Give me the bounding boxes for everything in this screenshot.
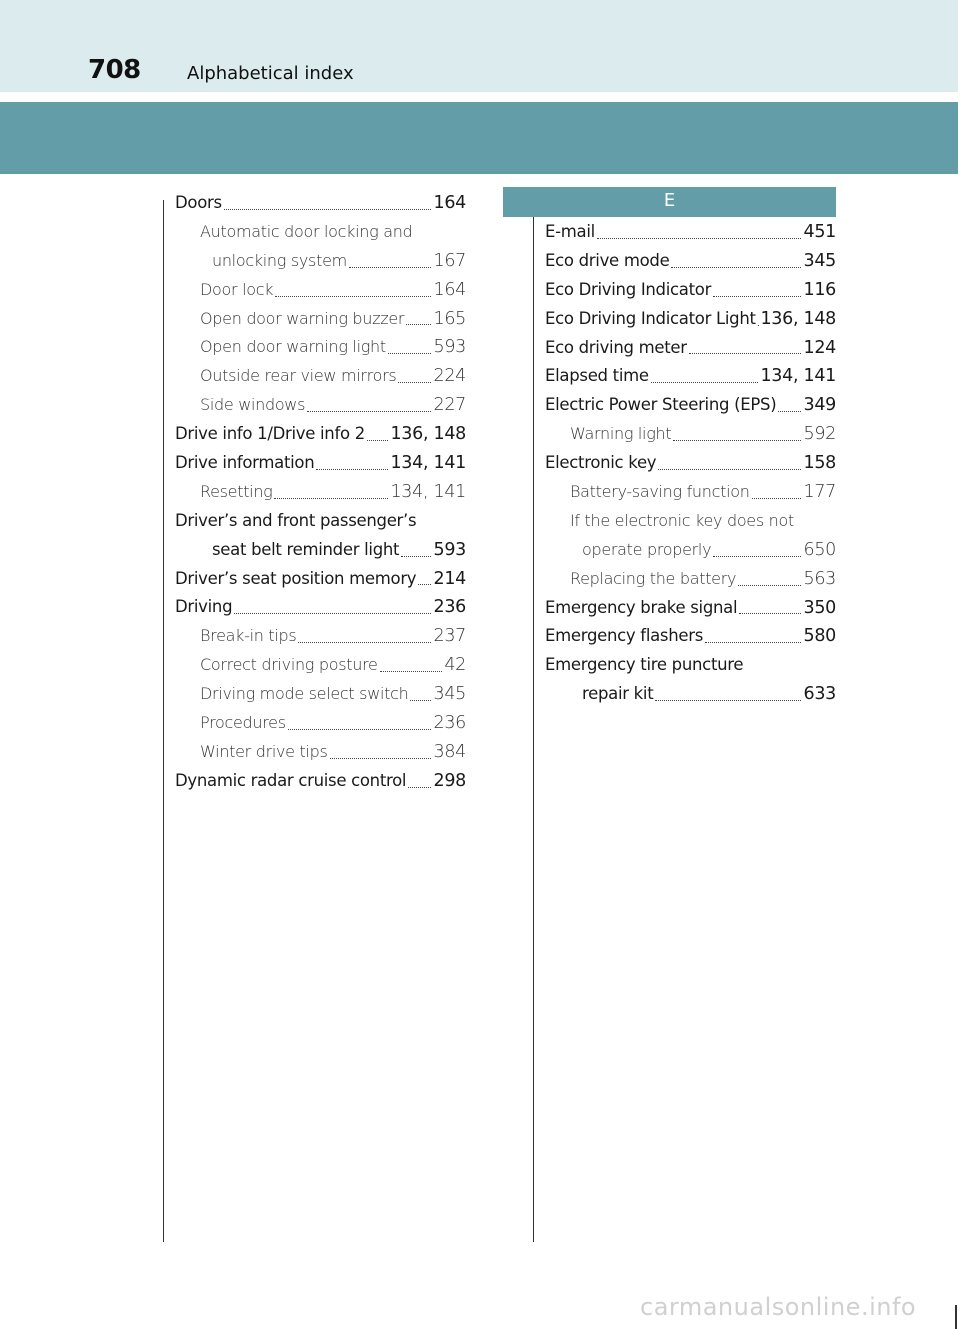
index-entry-label: Doors [175, 193, 222, 212]
column-rule-right [533, 200, 534, 1242]
index-entry-page[interactable]: 563 [803, 568, 836, 589]
index-entry-label: Emergency brake signal [545, 597, 738, 617]
index-entry-label: repair kit [582, 684, 654, 704]
leader-dots [316, 469, 388, 470]
index-entry-label: If the electronic key does not [570, 510, 794, 530]
leader-dots [651, 382, 759, 383]
leader-dots [234, 613, 431, 614]
leader-dots [713, 296, 801, 297]
leader-dots [275, 296, 431, 297]
leader-dots [658, 469, 801, 470]
leader-dots [408, 787, 431, 788]
index-entry[interactable] [175, 651, 466, 680]
index-entry-label: seat belt reminder light [212, 539, 400, 559]
leader-dots [655, 700, 801, 701]
index-entry-page[interactable]: 165 [433, 308, 466, 329]
index-entry[interactable] [545, 478, 836, 507]
index-entry-label: Side windows [200, 395, 306, 415]
leader-dots [398, 382, 431, 383]
index-entry-page[interactable]: 134, 141 [390, 481, 466, 502]
index-entry[interactable] [545, 680, 836, 709]
leader-dots [778, 411, 801, 412]
index-entry-page[interactable]: 167 [433, 250, 466, 271]
index-entry-page[interactable]: 164 [433, 193, 466, 213]
index-entry-label: Driver’s seat position memory [175, 568, 417, 588]
index-entry-label: Open door warning buzzer [200, 308, 405, 328]
index-entry[interactable] [175, 709, 466, 738]
index-entry-label: Emergency tire puncture [545, 655, 744, 675]
index-entry-page[interactable]: 236 [433, 713, 466, 734]
leader-dots [410, 700, 431, 701]
index-entry-label: operate properly [582, 539, 712, 559]
leader-dots [758, 325, 759, 326]
index-entry-page[interactable]: 349 [803, 395, 836, 416]
index-entry-page[interactable]: 224 [433, 366, 466, 387]
index-entry-label: Elapsed time [545, 366, 649, 386]
index-entry-label: unlocking system [212, 250, 347, 270]
index-entry-page[interactable]: 345 [803, 250, 836, 271]
index-entry-label: Eco driving meter [545, 337, 687, 357]
index-entry[interactable] [175, 680, 466, 709]
index-entry[interactable] [175, 593, 466, 622]
index-entry-label: Drive info 1/Drive info 2 [175, 424, 365, 444]
index-entry-page[interactable]: 650 [803, 539, 836, 560]
index-entry[interactable] [175, 305, 466, 334]
index-entry-label: Emergency flashers [545, 626, 703, 646]
index-entry[interactable] [175, 218, 466, 247]
index-entry[interactable] [545, 247, 836, 276]
index-entry[interactable] [545, 622, 836, 651]
index-entry-page[interactable]: 164 [433, 279, 466, 300]
index-entry-page[interactable]: 124 [803, 337, 836, 358]
index-entry[interactable] [175, 449, 466, 478]
index-entry-page[interactable]: 345 [433, 684, 466, 705]
leader-dots [739, 613, 801, 614]
leader-dots [288, 729, 432, 730]
leader-dots [689, 353, 802, 354]
index-column-left [175, 189, 466, 796]
index-entry[interactable] [545, 565, 836, 594]
index-entry-label: Driving mode select switch [200, 684, 409, 704]
index-entry-label: Driving [175, 597, 233, 617]
index-entry[interactable] [175, 507, 466, 536]
index-entry-label: Open door warning light [200, 337, 386, 357]
index-entry[interactable] [175, 622, 466, 651]
index-entry-page[interactable]: 384 [433, 741, 466, 762]
leader-dots [330, 758, 432, 759]
page-number: 708 [88, 55, 141, 85]
index-entry[interactable] [175, 420, 466, 449]
index-entry[interactable] [545, 449, 836, 478]
index-entry-label: Replacing the battery [570, 568, 737, 588]
index-entry-label: Drive information [175, 453, 315, 473]
index-entry[interactable] [175, 362, 466, 391]
leader-dots [418, 584, 431, 585]
index-entry-page[interactable]: 451 [803, 222, 836, 242]
index-entry-page[interactable]: 42 [444, 655, 466, 676]
leader-dots [380, 671, 443, 672]
index-entry-label: Warning light [570, 424, 672, 444]
index-entry[interactable] [545, 391, 836, 420]
index-entry[interactable] [545, 362, 836, 391]
index-entry-page[interactable]: 214 [433, 568, 466, 589]
index-entry-label: Correct driving posture [200, 655, 378, 675]
index-entry-label: Winter drive tips [200, 741, 328, 761]
index-entry-page[interactable]: 158 [803, 453, 836, 474]
index-entry-page[interactable]: 580 [803, 626, 836, 647]
index-entry[interactable] [545, 536, 836, 565]
index-entry-page[interactable]: 592 [803, 424, 836, 445]
index-entry-page[interactable]: 136, 148 [760, 308, 836, 329]
index-entry[interactable] [175, 767, 466, 796]
leader-dots [738, 585, 801, 586]
index-entry[interactable] [175, 738, 466, 767]
index-entry[interactable] [545, 218, 836, 247]
index-entry[interactable] [175, 478, 466, 507]
index-entry-label: Eco Driving Indicator Light [545, 308, 756, 328]
index-entry-page[interactable]: 298 [433, 770, 466, 791]
index-entry[interactable] [545, 651, 836, 680]
index-entry[interactable] [545, 507, 836, 536]
index-entry[interactable] [545, 420, 836, 449]
leader-dots [224, 209, 432, 210]
index-entry-page[interactable]: 227 [433, 395, 466, 416]
index-entry-page[interactable]: 237 [433, 626, 466, 647]
index-entry-label: Procedures [200, 713, 286, 733]
index-entry-label: Outside rear view mirrors [200, 366, 397, 386]
index-entry[interactable] [545, 305, 836, 334]
leader-dots [307, 411, 431, 412]
leader-dots [752, 498, 802, 499]
index-entry[interactable] [175, 333, 466, 362]
index-entry-label: Eco drive mode [545, 250, 670, 270]
index-entry-label: Break-in tips [200, 626, 297, 646]
index-entry-page[interactable]: 134, 141 [390, 453, 466, 474]
leader-dots [388, 353, 432, 354]
index-entry[interactable] [545, 276, 836, 305]
leader-dots [705, 642, 801, 643]
index-entry-page[interactable]: 236 [433, 597, 466, 618]
page-title: Alphabetical index [187, 63, 354, 84]
index-entry-page[interactable]: 136, 148 [390, 424, 466, 445]
column-rule-left [163, 200, 164, 1242]
index-entry-page[interactable]: 350 [803, 597, 836, 618]
leader-dots [349, 267, 432, 268]
index-entry-label: Dynamic radar cruise control [175, 770, 407, 790]
leader-dots [274, 498, 388, 499]
leader-dots [671, 267, 801, 268]
index-entry-label: E-mail [545, 222, 595, 241]
index-entry[interactable] [175, 391, 466, 420]
index-entry[interactable] [545, 334, 836, 363]
index-entry-label: Electronic key [545, 453, 657, 473]
index-entry[interactable] [175, 565, 466, 594]
index-entry-label: Battery-saving function [570, 482, 750, 502]
index-entry-page[interactable]: 134, 141 [760, 366, 836, 387]
section-heading-e: E [503, 187, 836, 217]
leader-dots [597, 238, 802, 239]
header-band [0, 0, 960, 92]
index-entry-page[interactable]: 593 [433, 337, 466, 358]
index-entry-label: Electric Power Steering (EPS) [545, 395, 777, 415]
index-entry-label: Door lock [200, 279, 274, 299]
index-entry-label: Eco Driving Indicator [545, 279, 712, 299]
index-entry-label: Resetting [200, 481, 273, 501]
index-entry-page[interactable]: 177 [803, 482, 836, 503]
index-entry-label: Driver’s and front passenger’s [175, 510, 417, 530]
index-column-right [545, 218, 836, 709]
watermark: carmanualsonline.info [640, 1293, 917, 1321]
leader-dots [673, 440, 801, 441]
index-entry[interactable] [175, 536, 466, 565]
index-entry[interactable] [175, 247, 466, 276]
index-entry[interactable] [175, 276, 466, 305]
index-entry[interactable] [545, 594, 836, 623]
leader-dots [367, 440, 389, 441]
leader-dots [298, 642, 431, 643]
index-entry-page[interactable]: 633 [803, 684, 836, 705]
leader-dots [713, 556, 801, 557]
index-entry-page[interactable]: 593 [433, 539, 466, 560]
leader-dots [406, 324, 431, 325]
crop-mark [955, 1305, 957, 1329]
index-entry-label: Automatic door locking and [200, 221, 413, 241]
index-entry[interactable] [175, 189, 466, 218]
index-entry-page[interactable]: 116 [803, 279, 836, 300]
section-band [0, 102, 958, 174]
leader-dots [401, 556, 431, 557]
